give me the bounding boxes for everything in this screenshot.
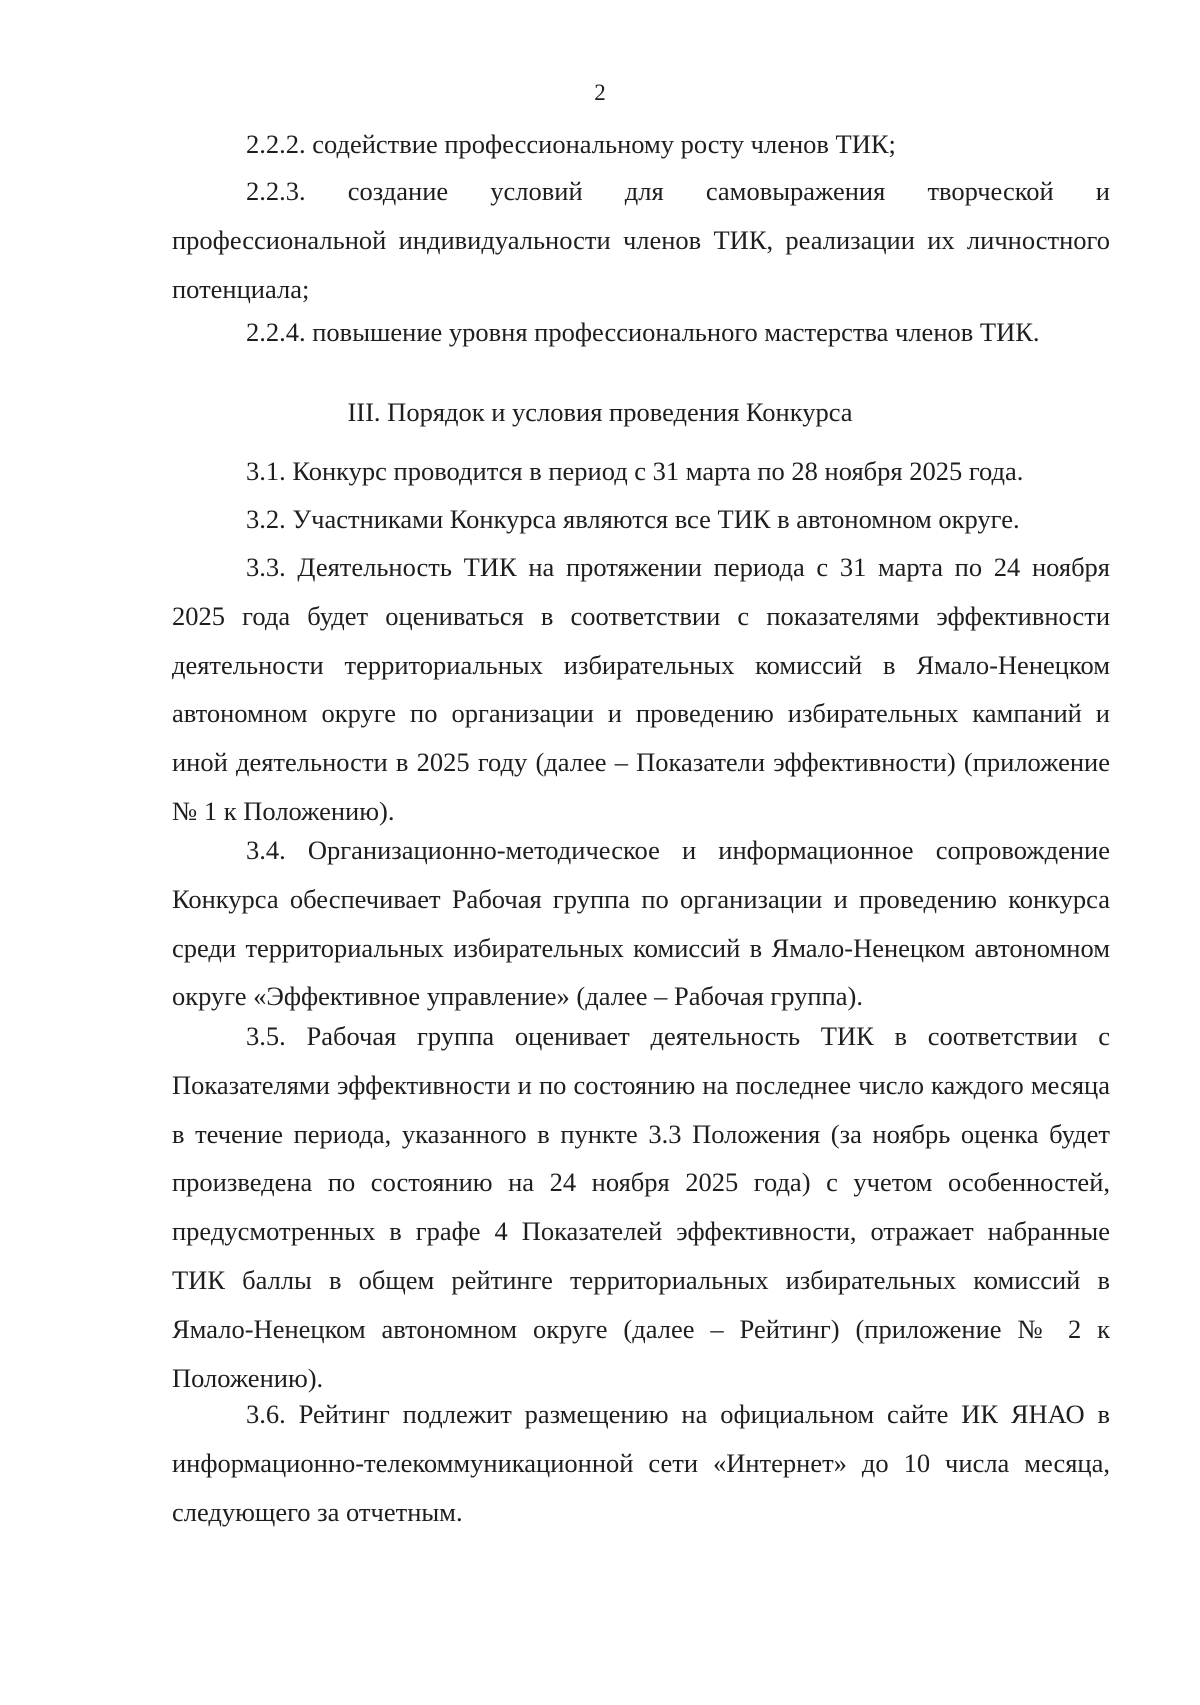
- paragraph-3-2: 3.2. Участниками Конкурса являются все ТИК в автономном округе.: [246, 504, 1020, 534]
- section-heading: III. Порядок и условия проведения Конкурса: [347, 397, 853, 427]
- paragraph-3-1: 3.1. Конкурс проводится в период с 31 марта по 28 ноября 2025 года.: [246, 456, 1024, 486]
- paragraph-3-5: 3.5. Рабочая группа оценивает деятельность ТИК в соответствии с Показателями эффективности и по состоянию на последнее число каждого месяца в течение периода, указанного в пункте 3.3 Положения (за ноябрь оценка будет произведена по состоянию на 24 ноября 2025 года) с учетом особенностей, предусмотренных в графе 4 Показателей эффективности, отражает набранные ТИК баллы в общем рейтинге территориальных избирательных комиссий в Ямало-Ненецком автономном округе (далее – Рейтинг) (приложение № 2 к Положению).: [172, 1021, 1110, 1393]
- paragraph-2-2-4: 2.2.4. повышение уровня профессионального мастерства членов ТИК.: [246, 317, 1040, 347]
- paragraph-2-2-3: 2.2.3. создание условий для самовыражения творческой и профессиональной индивидуальности членов ТИК, реализации их личностного потенциала;: [172, 176, 1110, 304]
- paragraph-2-2-2: 2.2.2. содействие профессиональному росту членов ТИК;: [246, 129, 896, 159]
- page-number: 2: [594, 80, 606, 105]
- paragraph-3-4: 3.4. Организационно-методическое и информационное сопровождение Конкурса обеспечивает Рабочая группа по организации и проведению конкурса среди территориальных избирательных комиссий в Ямало-Ненецком автономном округе «Эффективное управление» (далее – Рабочая группа).: [172, 835, 1110, 1012]
- paragraph-3-6: 3.6. Рейтинг подлежит размещению на официальном сайте ИК ЯНАО в информационно-телекоммуникационной сети «Интернет» до 10 числа месяца, следующего за отчетным.: [172, 1399, 1110, 1527]
- paragraph-3-3: 3.3. Деятельность ТИК на протяжении периода с 31 марта по 24 ноября 2025 года будет оцениваться в соответствии с показателями эффективности деятельности территориальных избирательных комиссий в Ямало-Ненецком автономном округе по организации и проведению избирательных кампаний и иной деятельности в 2025 году (далее – Показатели эффективности) (приложение № 1 к Положению).: [172, 552, 1110, 826]
